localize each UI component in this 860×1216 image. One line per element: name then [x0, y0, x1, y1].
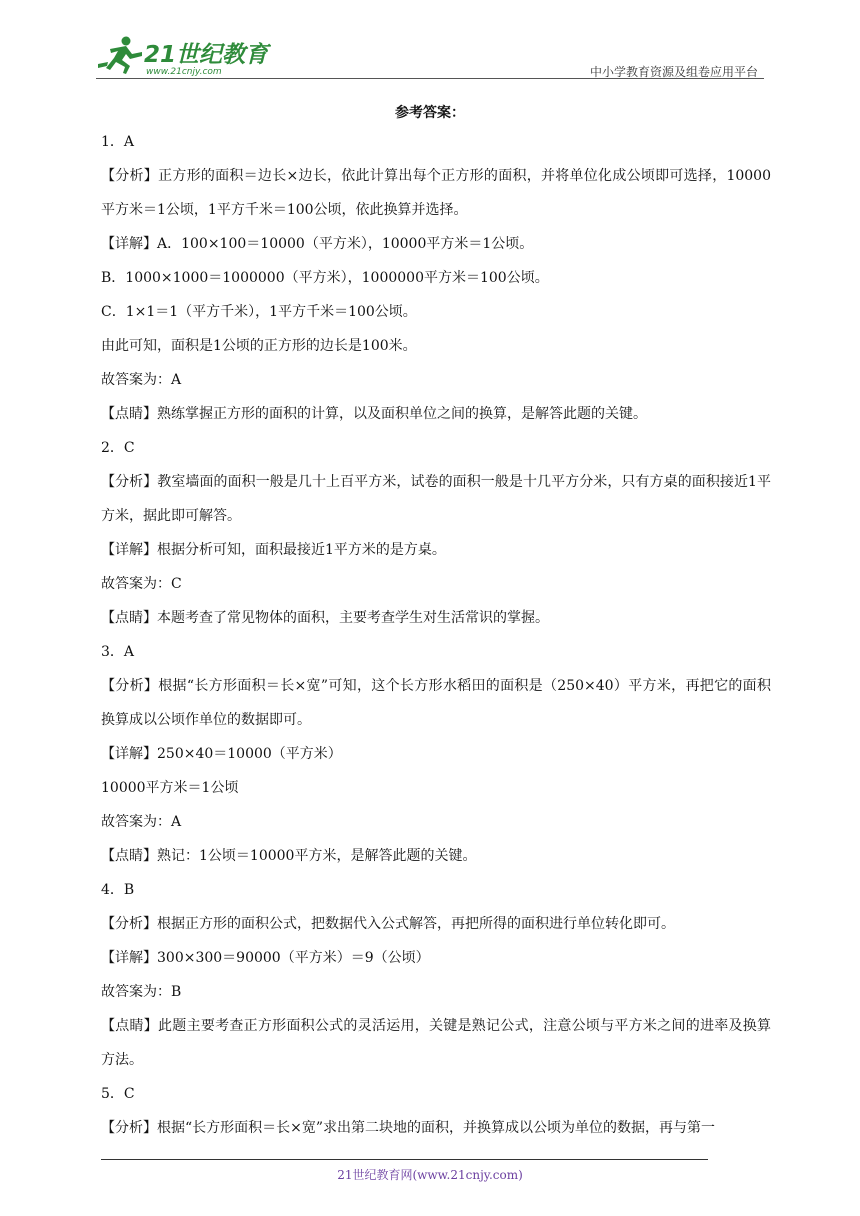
runner-icon [98, 37, 142, 75]
comment-paragraph: 【点睛】此题主要考查正方形面积公式的灵活运用，关键是熟记公式，注意公顷与平方米之间的进率及换算方法。 [101, 1018, 771, 1068]
logo-text: 21世纪教育 [144, 42, 269, 68]
question-number: 5．C [101, 1086, 135, 1102]
analysis-paragraph: 【分析】教室墙面的面积一般是几十上百平方米，试卷的面积一般是十几平方分米，只有方桌的面积接近1平方米，据此即可解答。 [101, 474, 771, 524]
analysis-paragraph: 【分析】根据正方形的面积公式，把数据代入公式解答，再把所得的面积进行单位转化即可。 [101, 916, 675, 932]
comment-paragraph: 【点睛】熟记：1公顷＝10000平方米，是解答此题的关键。 [101, 848, 477, 864]
site-name: 中小学教育资源及组卷应用平台 [589, 65, 758, 79]
page-title: 参考答案： [395, 105, 465, 121]
header-divider [96, 78, 764, 79]
solution-paragraph: 【详解】根据分析可知，面积最接近1平方米的是方桌。 [101, 542, 446, 558]
comment-paragraph: 【点睛】熟练掌握正方形的面积的计算，以及面积单位之间的换算，是解答此题的关键。 [101, 406, 647, 422]
analysis-paragraph: 【分析】根据“长方形面积＝长×宽”可知，这个长方形水稻田的面积是（250×40）平方米，再把它的面积换算成以公顷作单位的数据即可。 [101, 678, 771, 728]
page-footer: 21世纪教育网(www.21cnjy.com) [337, 1168, 523, 1182]
analysis-paragraph: 【分析】正方形的面积＝边长×边长，依此计算出每个正方形的面积，并将单位化成公顷即可选择，10000平方米＝1公顷，1平方千米＝100公顷，依此换算并选择。 [101, 168, 771, 218]
question-number: 2．C [101, 440, 135, 456]
solution-line: 由此可知，面积是1公顷的正方形的边长是100米。 [101, 338, 417, 354]
logo-url: www.21cnjy.com [146, 67, 222, 77]
answer-line: 故答案为：C [101, 576, 182, 592]
question-number: 3．A [101, 644, 135, 660]
answer-body [101, 125, 771, 1145]
analysis-paragraph: 【分析】根据“长方形面积＝长×宽”求出第二块地的面积，并换算成以公顷为单位的数据，再与第一 [101, 1120, 716, 1136]
comment-paragraph: 【点睛】本题考查了常见物体的面积，主要考查学生对生活常识的掌握。 [101, 610, 549, 626]
solution-line: B．1000×1000＝1000000（平方米），1000000平方米＝100公顷。 [101, 270, 549, 286]
solution-paragraph: 【详解】250×40＝10000（平方米） [101, 746, 342, 762]
answer-line: 故答案为：A [101, 814, 182, 830]
answer-line: 故答案为：B [101, 984, 182, 1000]
solution-paragraph: 【详解】300×300＝90000（平方米）＝9（公顷） [101, 950, 430, 966]
solution-line: C．1×1＝1（平方千米），1平方千米＝100公顷。 [101, 304, 417, 320]
answer-line: 故答案为：A [101, 372, 182, 388]
page-header [96, 34, 764, 80]
question-number: 4．B [101, 882, 135, 898]
logo [96, 34, 271, 78]
footer-divider [101, 1159, 708, 1160]
question-number: 1．A [101, 134, 135, 150]
solution-paragraph: 【详解】A．100×100＝10000（平方米），10000平方米＝1公顷。 [101, 236, 534, 252]
solution-line: 10000平方米＝1公顷 [101, 780, 239, 796]
